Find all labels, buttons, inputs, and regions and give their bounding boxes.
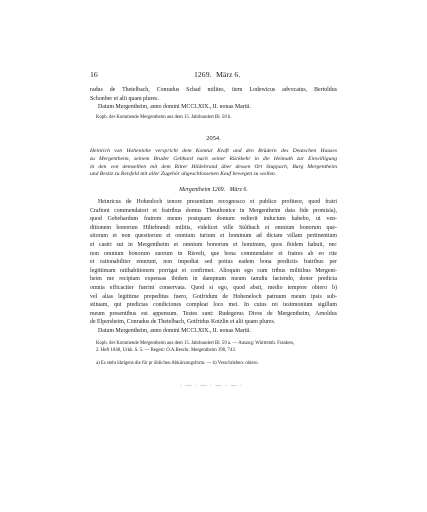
footnotes: a) Es steht übrigens die für pr üblichen Abkürzungsform. — b) Verschrieben: obiero. (96, 361, 259, 366)
page-number: 16 (90, 70, 98, 79)
previous-document-source: Kopb. der Kommende Mergentheim aus dem 15. Jahrhundert Bl. 58 b. (96, 115, 232, 120)
document-number: 2054. (206, 135, 221, 142)
regest-line: und Besitz zu Reisfeld mit aller Zugehör abgeschlossenen Kauf bewegen zu wollen. (90, 171, 277, 178)
text-line: sitorum et non quesitorum et omnium iurium et hominum ad dictam villam pertinentium (90, 233, 337, 240)
end-separator: · — · — · — · — · (180, 383, 243, 389)
regest-line: Heinrich von Hohenlohe verspricht dem Komtur Kraft und den Brüdern des Deutschen Hauses (90, 148, 337, 154)
text-line: quod Gebehardum fratrem meum postquam domum redierit inductum habebo, ut ven- (90, 216, 337, 223)
place-date: Mergentheim 1269. März 6. (179, 187, 248, 193)
text-line: stituam, qui predictas condiciones compleat loco mei. In cuius rei testimonium sigillum (90, 302, 337, 309)
text-line: Craftoni commendatori et fratribus domus Theuthonice in Mergentheim data fide promisia), (90, 207, 337, 214)
text-line: Schonber et alii quam plures. (90, 95, 159, 102)
document-text (90, 198, 337, 336)
source-line: 2. Heft 1848, Urkk. S. 5. — Regest: O.A.Beschr. Mergentheim 390, 743. (96, 348, 236, 354)
document-source (90, 340, 337, 354)
regest-line: zu Mergentheim, seinem Bruder Gebhard nach seiner Rückkehr in die Heimath zur Einwilligung (90, 155, 337, 162)
source-line: Kopb. der Kommende Mergentheim aus dem 15. Jahrhundert Bl. 59 a. — Auszug: Württemb. Franken, (96, 341, 295, 346)
text-line: et rationabiliter emerunt, non impediat sed potius eadem bona predictis fratribus per (90, 259, 337, 266)
page-header (90, 70, 340, 82)
text-line: heim me recipiam expensas ibidem in dampnum meum tamdiu faciendo, doner predicta (90, 276, 337, 283)
text-line: ditionem bonorum Hiltebrandi militis, videlicet ville Stůtbach et omnium bonorum que- (90, 224, 337, 231)
dating-line: Datum Mergentheim, anno domini MCCLXIX., II. nonas Martii. (98, 104, 252, 111)
regest-line: in den von demselben mit dem Ritter Hildebrand über dessen Ort Stuppach, Burg Mergentheim (90, 163, 337, 170)
text-line: de Elpersheim, Conradus de Thetelbach, Gotfridus Kotzlin et alii quam plures. (90, 319, 276, 326)
text-line: vel alias legittime prepeditus fuero, Gotfridum de Hoheneloch patruum meum ipsis sub- (90, 293, 337, 300)
text-line: Heinricus de Hohenloch tenore presentium recognosco et publice profiteor, quod fratri (98, 199, 337, 205)
header-date: März 6. (216, 70, 241, 79)
dating-line: Datum Mergentheim, anno domini MCCLXIX., II. nonas Martii. (98, 327, 252, 334)
text-line: omnia efficaciter fuerint conservata. Quod si ego, quod absit, medio tempore obiero b) (90, 284, 337, 291)
previous-document-end (90, 86, 337, 112)
text-line: et castri sui in Mergentheim et omnium bonorum et hominum, quos ibidem habuit, nec (90, 241, 337, 248)
text-line: non omnium bonorum suorum in Risvelt, que bona commendator et fratres ab eo rite (90, 250, 337, 257)
document-regest (90, 148, 337, 179)
text-line: legittimam ratihabitionem porrigat et confirmet. Alioquin ego cum tribus militibus Mergent- (90, 267, 337, 274)
text-line: radus de Thetelbach, Conradus Schad milites, item Lodewicus advocatus, Bertoldus (90, 87, 337, 93)
header-year: 1269. (194, 70, 212, 79)
text-line: meum presentibus est appensum. Testes sunt: Rudegerus Dives de Mergentheim, Arnoldus (90, 310, 337, 317)
